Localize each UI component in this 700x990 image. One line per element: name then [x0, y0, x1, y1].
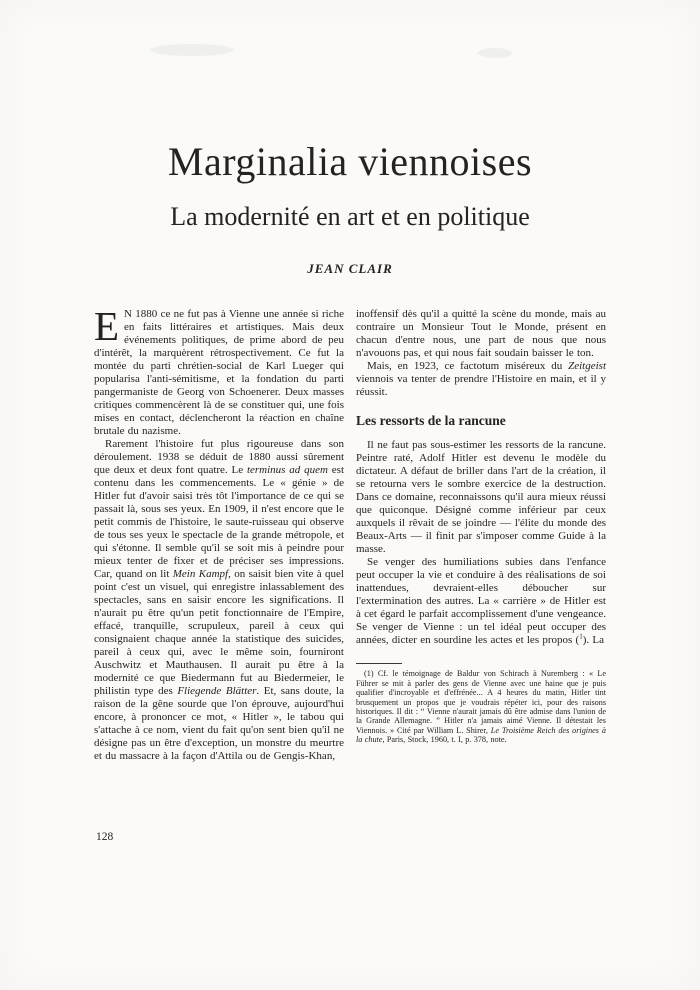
paragraph: Mais, en 1923, ce factotum miséreux du Zeitgeist viennois va tenter de prendre l'Histoire en main, et il y réussit. — [356, 359, 606, 398]
scan-artifact — [478, 48, 512, 58]
footnote-rule — [356, 663, 402, 664]
left-column — [94, 302, 345, 763]
paragraph: Se venger des humiliations subies dans l'enfance peut occuper la vie et conduire à des réalisations de soi inattendues, devraient-elles déboucher sur l'extermination des autres. La « carrière » de Hitler est à cet égard le parfait accomplissement d'une vengeance. Se venger de Vienne : un tel idéal peut occuper des années, dicter en sourdine les actes et les propos ($^1$). La — [356, 556, 606, 647]
section-heading: Les ressorts de la rancune — [356, 412, 506, 428]
paragraph: inoffensif dès qu'il a quitté la scène du monde, mais au contraire un Monsieur Tout le Monde, présent en chacun d'entre nous, une part de nous que nous n'avouons pas, et qui nous fait soudain baisser le ton. — [356, 307, 606, 359]
author-name: JEAN CLAIR — [307, 260, 393, 276]
text-columns — [94, 302, 606, 763]
scan-artifact — [150, 44, 234, 56]
page-number: 128 — [96, 831, 114, 843]
drop-cap: E — [94, 302, 120, 349]
footnote: (1) Cf. le témoignage de Baldur von Schirach à Nuremberg : « Le Führer se mit à parler des gens de Vienne avec une haine que je puis qualifier d'incroyable et d'effrénée... A 4 heures du matin, Hitler tint brusquement un propos que je voudrais répéter ici, pour des raisons historiques. Il dit : “ Vienne n'aurait jamais dû être admise dans l'union de la Grande Allemagne. ” Hitler n'a jamais aimé Vienne. Il détestait les Viennois. » Cité par William L. Shirer, Le Troisième Reich des origines à la chute, Paris, Stock, 1960, t. I, p. 378, note. — [356, 669, 606, 745]
article-subtitle: La modernité en art et en politique — [170, 202, 530, 231]
article-title: Marginalia viennoises — [167, 139, 533, 184]
right-column — [356, 308, 606, 745]
paragraph: E N 1880 ce ne fut pas à Vienne une année si riche en faits littéraires et artistiques. Mais deux événements politiques, de prime abord de peu d'intérêt, la marquèrent rétrospectivement. Ce fut la montée du parti chrétien-social de Karl Lueger qui popularisa l'anti-sémitisme, et la fondation du parti pangermaniste de Georg von Schoenerer. Deux masses critiques commencèrent là de se constituer qui, une fois mises en contact, déclencheront la réaction en chaîne brutale du nazisme. — [94, 302, 344, 437]
paragraph: Rarement l'histoire fut plus rigoureuse dans son déroulement. 1938 se déduit de 1880 aussi sûrement que deux et deux font quatre. Le terminus ad quem est contenu dans les commencements. Le « génie » de Hitler fut d'avoir saisi très tôt l'importance de ce qui se passait là, sous ses yeux. En 1909, il n'est encore que le petit commis de l'histoire, le saute-ruisseau qui observe de tous ses yeux le spectacle de la grande métropole, et qui s'étonne. Il semble qu'il se soit mis à peindre pour mieux tenter de fixer et de préciser ses impressions. Car, quand on lit Mein Kampf, on saisit bien vite à quel point c'est un visuel, qui enregistre inlassablement des spectacles, sans en saisir encore les significations. Il n'aurait pu être qu'un petit fonctionnaire de l'Empire, effacé, tranquille, scrupuleux, pareil à ceux qui consignaient chaque année la statistique des suicides, pareil à ceux qui, avec le même soin, fourniront Auschwitz et Mauthausen. Il aurait pu être à la modernité ce que Biedermann fut au Biedermeier, le philistin type des Fliegende Blätter. Et, sans doute, la raison de la gêne sourde que l'on éprouve, aujourd'hui encore, à prononcer ce mot, « Hitler », le tabou qui s'attache à ce nom, vient du fait qu'on sent bien qu'il ne désigne pas un être d'exception, un monstre du meurtre et du massacre à la façon d'Attila ou de Gengis-Khan, — [94, 437, 345, 762]
paragraph: Il ne faut pas sous-estimer les ressorts de la rancune. Peintre raté, Adolf Hitler est devenu le modèle du dictateur. A défaut de briller dans l'art de la création, il se retourna vers le sombre exercice de la destruction. Dans ce domaine, reconnaissons qu'il aura mieux réussi que quiconque. Désigné comme inférieur par ceux auxquels il rêvait de se joindre — l'élite du monde des Beaux-Arts — il finit par s'imposer comme Guide à la masse. — [356, 439, 606, 556]
